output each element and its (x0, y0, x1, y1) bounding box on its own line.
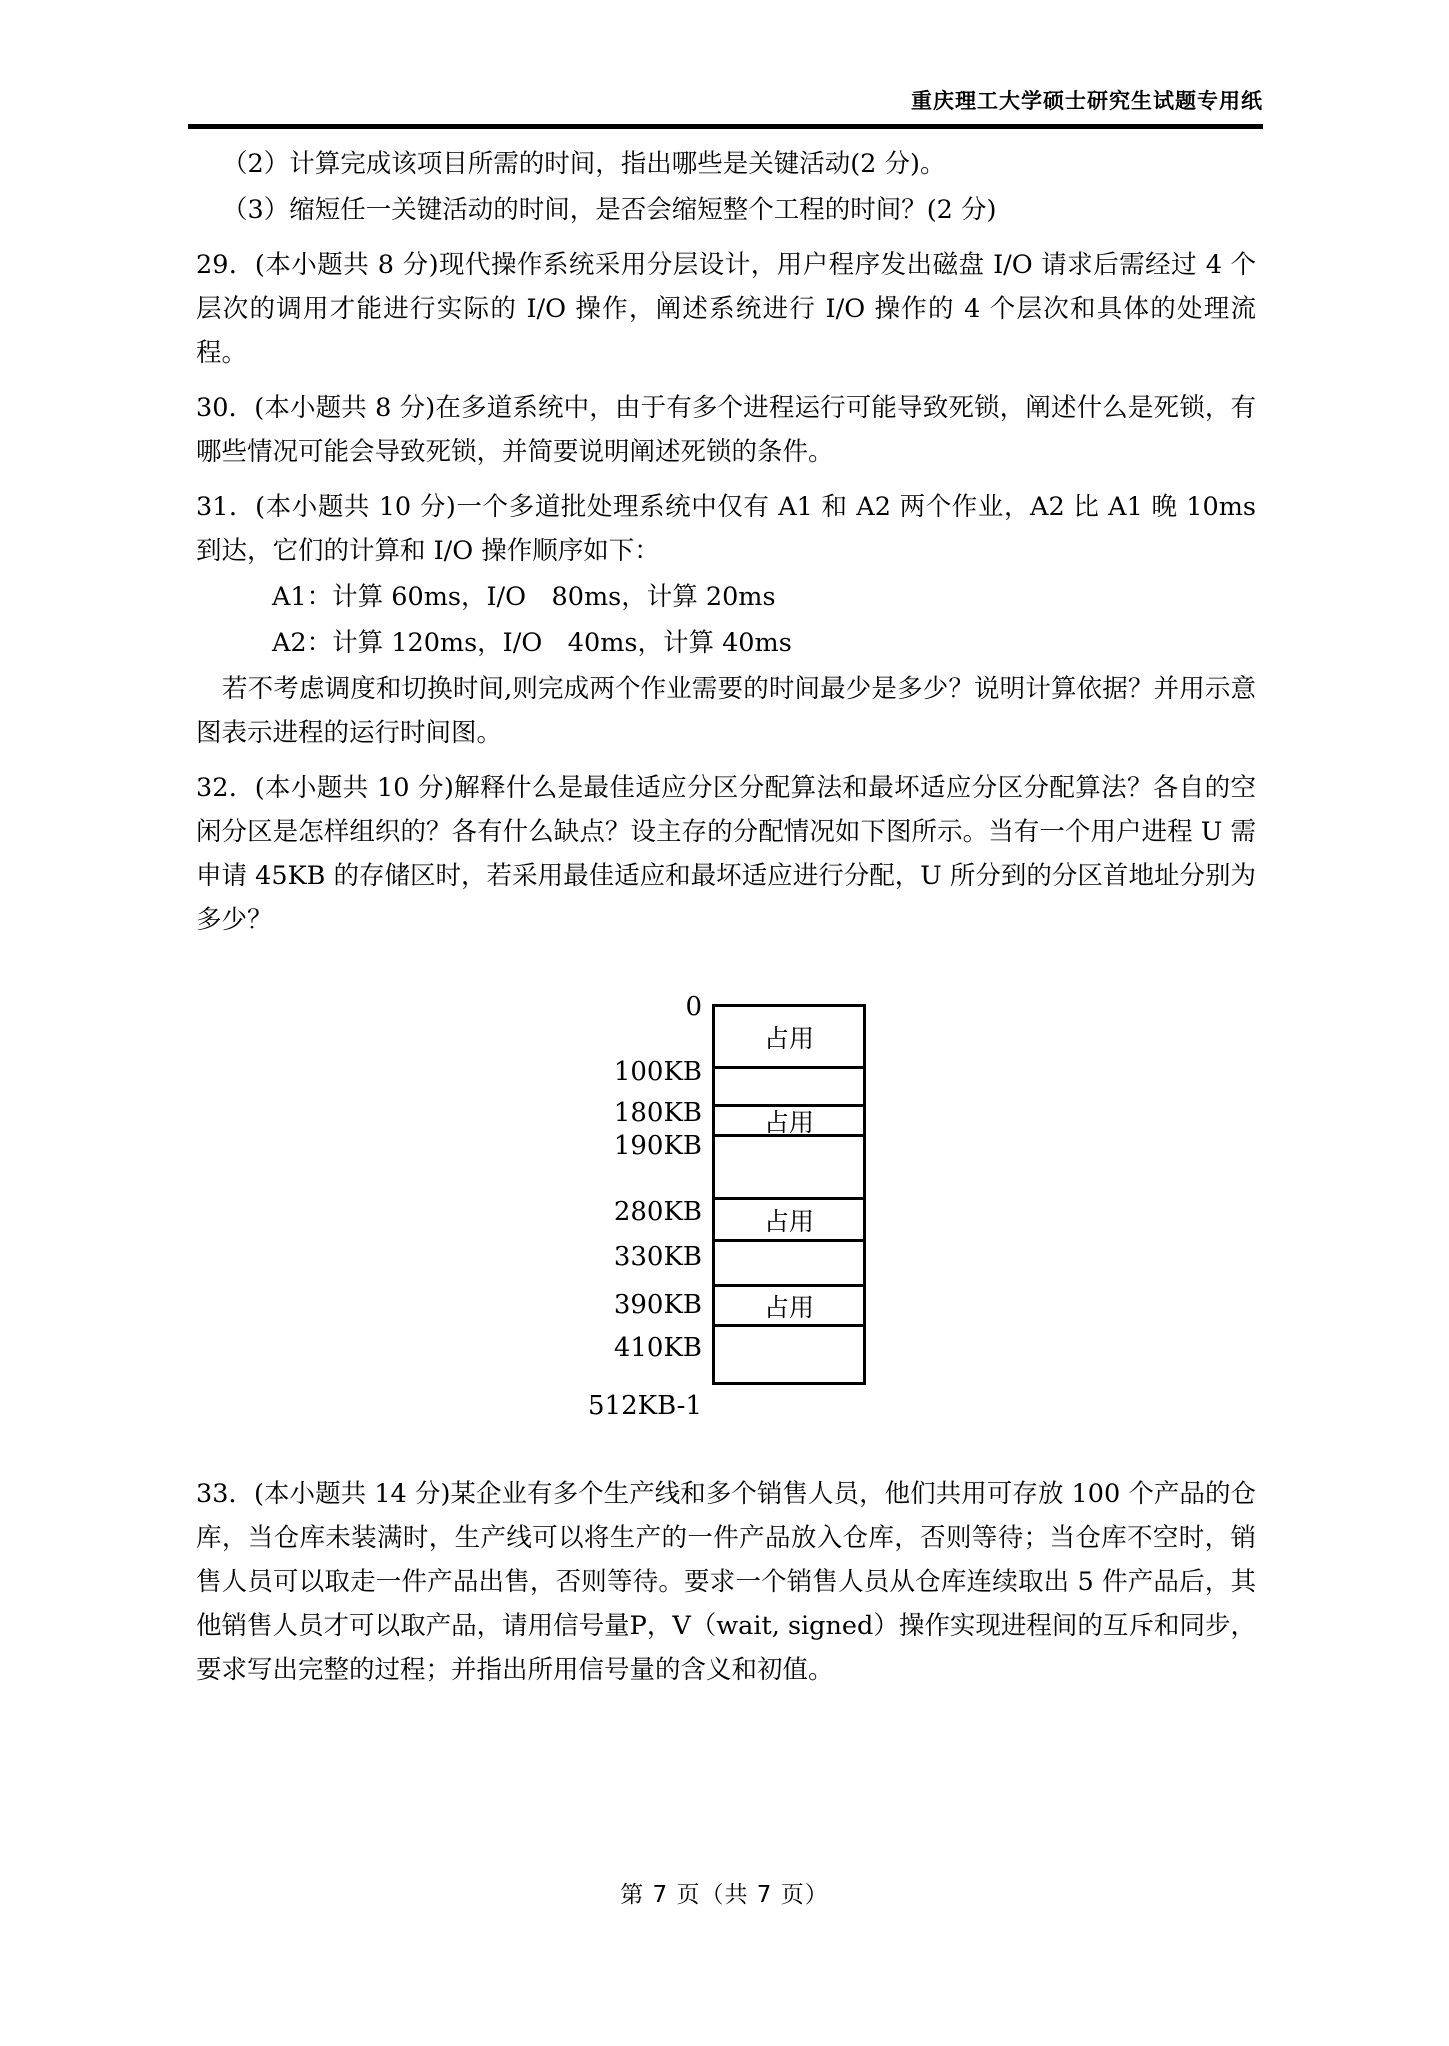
memory-partition-free (715, 1327, 863, 1382)
question-28-part-2: （2）计算完成该项目所需的时间，指出哪些是关键活动(2 分)。 (222, 149, 946, 179)
memory-address-label: 190KB (613, 1131, 702, 1161)
university-header-title: 重庆理工大学硕士研究生试题专用纸 (911, 89, 1263, 113)
exam-body (196, 142, 1256, 944)
memory-address-label: 330KB (613, 1242, 702, 1272)
memory-partition-diagram (440, 992, 860, 1421)
paragraph-spacer (196, 476, 1256, 485)
memory-partition-label: 占用 (763, 1023, 814, 1053)
memory-address-label: 180KB (613, 1098, 702, 1128)
memory-address-label: 280KB (613, 1197, 702, 1227)
memory-address-labels (440, 992, 702, 1421)
question-31-job-a2: A2：计算 120ms，I/O 40ms，计算 40ms (272, 628, 792, 658)
question-31: 31．(本小题共 10 分)一个多道批处理系统中仅有 A1 和 A2 两个作业，A2 比 A1 晚 10ms 到达，它们的计算和 I/O 操作顺序如下： (196, 492, 1256, 566)
memory-address-label: 0 (685, 992, 702, 1022)
memory-partition-label: 占用 (763, 1206, 814, 1236)
question-29: 29．(本小题共 8 分)现代操作系统采用分层设计，用户程序发出磁盘 I/O 请求后需经过 4 个层次的调用才能进行实际的 I/O 操作，阐述系统进行 I/O 操作的 4 个层次和具体的处理流程。 (196, 250, 1256, 368)
header-divider-rule (188, 124, 1263, 129)
memory-partition-free (715, 1242, 863, 1287)
question-30: 30．(本小题共 8 分)在多道系统中，由于有多个进程运行可能导致死锁，阐述什么是死锁，有哪些情况可能会导致死锁，并简要说明阐述死锁的条件。 (196, 393, 1256, 467)
page-number-label: 第 7 页（共 7 页） (620, 1882, 829, 1908)
paragraph-spacer (196, 234, 1256, 243)
paragraph-spacer (196, 377, 1256, 386)
question-32: 32．(本小题共 10 分)解释什么是最佳适应分区分配算法和最坏适应分区分配算法？各自的空闲分区是怎样组织的？各有什么缺点？设主存的分配情况如下图所示。当有一个用户进程 U 需申请 45KB 的存储区时，若采用最佳适应和最坏适应进行分配，U 所分到的分区首地址分别为多少？ (196, 773, 1256, 935)
memory-partition-label: 占用 (763, 1107, 814, 1137)
memory-address-label: 410KB (613, 1333, 702, 1363)
page-footer (0, 1876, 1449, 1909)
memory-partition-free (715, 1069, 863, 1107)
memory-partition-occupied (715, 1200, 863, 1242)
paragraph-spacer (196, 757, 1256, 766)
memory-block-column (712, 1004, 866, 1385)
question-33-container (196, 1472, 1256, 1694)
question-31-job-a1: A1：计算 60ms，I/O 80ms，计算 20ms (272, 582, 776, 612)
question-33: 33．(本小题共 14 分)某企业有多个生产线和多个销售人员，他们共用可存放 100 个产品的仓库，当仓库未装满时，生产线可以将生产的一件产品放入仓库，否则等待；当仓库不空时，销售人员可以取走一件产品出售，否则等待。要求一个销售人员从仓库连续取出 5 件产品后，其他销售人员才可以取产品，请用信号量P，V（wait, signed）操作实现进程间的互斥和同步，要求写出完整的过程；并指出所用信号量的含义和初值。 (196, 1479, 1256, 1685)
question-28-part-3: （3）缩短任一关键活动的时间，是否会缩短整个工程的时间？(2 分) (222, 195, 997, 225)
memory-partition-label: 占用 (763, 1292, 814, 1322)
page-header (188, 88, 1263, 114)
memory-partition-occupied (715, 1287, 863, 1327)
question-31-tail: 若不考虑调度和切换时间,则完成两个作业需要的时间最少是多少？说明计算依据？并用示意图表示进程的运行时间图。 (196, 674, 1256, 748)
memory-address-label: 390KB (613, 1290, 702, 1320)
memory-address-label: 512KB-1 (588, 1391, 702, 1421)
memory-partition-free (715, 1137, 863, 1200)
memory-partition-occupied (715, 1107, 863, 1137)
memory-partition-occupied (715, 1007, 863, 1069)
memory-address-label: 100KB (613, 1057, 702, 1087)
